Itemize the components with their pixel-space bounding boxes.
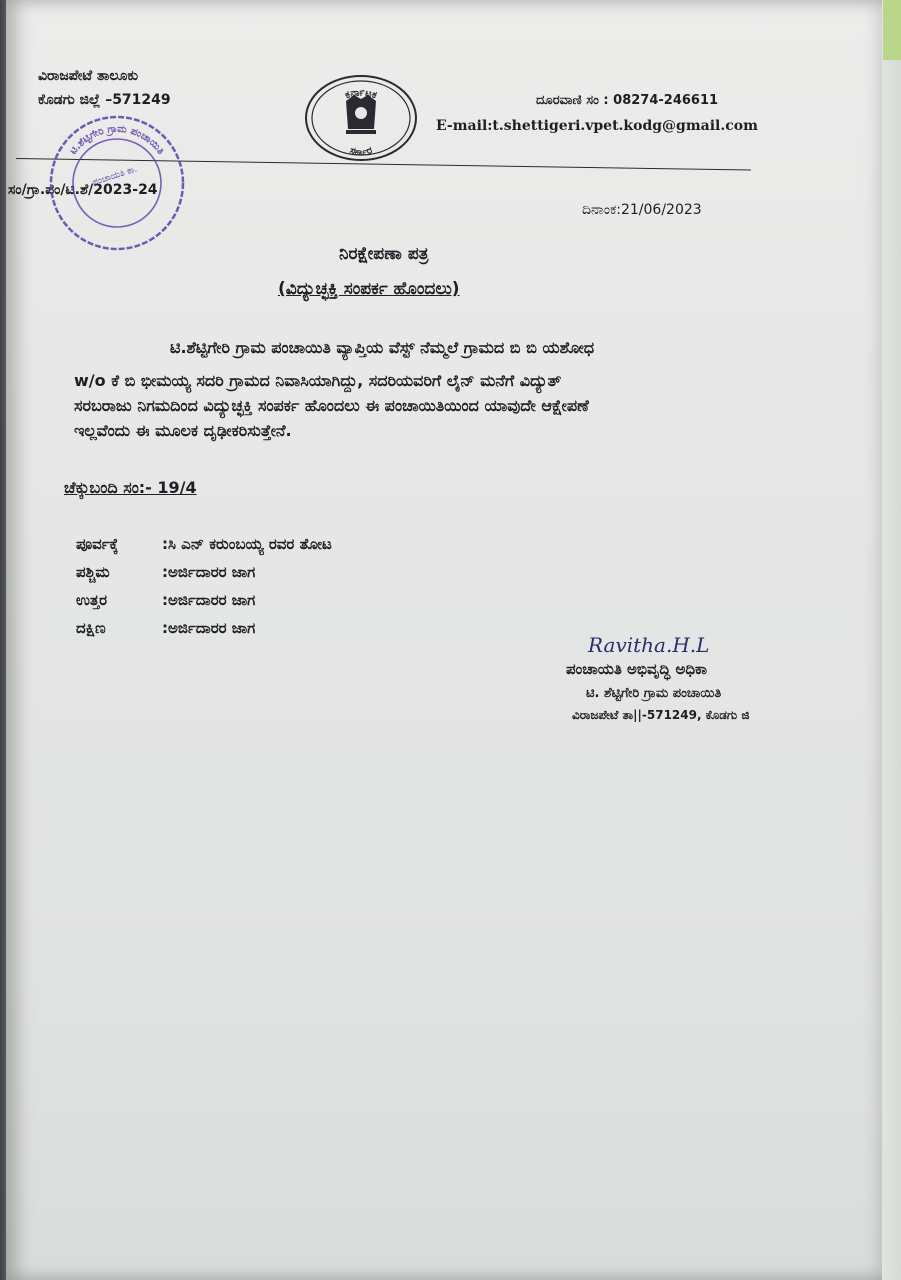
boundary-direction: ಪಶ್ಚಿಮ xyxy=(76,563,110,581)
boundary-direction: ಪೂರ್ವಕ್ಕೆ xyxy=(76,535,119,553)
boundary-value: :ಅರ್ಜಿದಾರರ ಜಾಗ xyxy=(162,619,256,637)
desk-object xyxy=(883,0,901,60)
svg-text:ಟಿ.ಶೆಟ್ಟಿಗೇರಿ ಗ್ರಾಮ ಪಂಚಾಯಿತಿ xyxy=(68,124,167,157)
letter-title: ನಿರಕ್ಷೇಪಣಾ ಪತ್ರ xyxy=(339,244,429,264)
office-seal-stamp xyxy=(46,112,188,254)
boundary-direction: ಉತ್ತರ xyxy=(76,591,108,609)
signatory-address: ವಿರಾಜಪೇಟೆ ತಾ||-571249, ಕೊಡಗು ಜಿ xyxy=(572,708,750,722)
emblem-bottom-text: ಸರ್ಕಾರ xyxy=(348,145,374,158)
body-line: ಸರಬರಾಜು ನಿಗಮದಿಂದ ವಿದ್ಯುಚ್ಛಕ್ತಿ ಸಂಪರ್ಕ ಹೊಂದಲು ಈ ಪಂಚಾಯಿತಿಯಿಂದ ಯಾವುದೇ ಆಕ್ಷೇಪಣೆ xyxy=(74,396,589,415)
boundary-row xyxy=(76,563,255,581)
body-line: w/o ಕೆ ಬಿ ಭೀಮಯ್ಯ ಸದರಿ ಗ್ರಾಮದ ನಿವಾಸಿಯಾಗಿದ್ದು, ಸದರಿಯವರಿಗೆ ಲೈನ್ ಮನೆಗೆ ವಿದ್ಯುತ್ xyxy=(74,371,562,390)
document-page xyxy=(6,0,882,1280)
header-district: ಕೊಡಗು ಜಿಲ್ಲೆ –571249 xyxy=(38,92,171,108)
header-taluk: ವಿರಾಜಪೇಟೆ ತಾಲೂಕು xyxy=(38,68,139,84)
boundary-value: :ಅರ್ಜಿದಾರರ ಜಾಗ xyxy=(162,591,256,609)
body-line: ಇಲ್ಲವೆಂದು ಈ ಮೂಲಕ ದೃಢೀಕರಿಸುತ್ತೇನೆ. xyxy=(74,421,292,440)
letter-subtitle: (ವಿದ್ಯುಚ್ಛಕ್ತಿ ಸಂಪರ್ಕ ಹೊಂದಲು) xyxy=(278,279,460,299)
reference-number: ಸಂ/ಗ್ರಾ.ಪಂ/ಟಿ.ಶೆ/2023-24 xyxy=(8,182,158,198)
handwritten-signature xyxy=(586,626,746,662)
boundary-value: :ಸಿ ಎನ್ ಕರುಂಬಯ್ಯ ರವರ ತೋಟ xyxy=(162,535,332,553)
seal-center-text: ಪಂಚಾಯತಿ ಕಾ. xyxy=(91,164,139,189)
signatory-designation: ಪಂಚಾಯತಿ ಅಭಿವೃದ್ಧಿ ಅಧಿಕಾ xyxy=(566,660,708,678)
signature-text: Ravitha.H.L xyxy=(588,633,710,657)
boundary-row xyxy=(76,535,332,553)
government-emblem-icon xyxy=(302,73,420,163)
boundary-direction: ದಕ್ಷಿಣ xyxy=(76,619,106,637)
letter-body xyxy=(74,335,798,443)
emblem-top-text: ಕರ್ನಾಟಕ xyxy=(343,87,379,102)
boundary-row xyxy=(76,591,255,609)
boundary-value: :ಅರ್ಜಿದಾರರ ಜಾಗ xyxy=(162,563,256,581)
boundary-row xyxy=(76,619,255,637)
body-line: ಟಿ.ಶೆಟ್ಟಿಗೇರಿ ಗ್ರಾಮ ಪಂಚಾಯಿತಿ ವ್ಯಾಪ್ತಿಯ ವೆಸ್ಟ್ ನೆಮ್ಮಲೆ ಗ್ರಾಮದ ಬಿ ಬಿ ಯಶೋಧ xyxy=(170,338,595,357)
signatory-office: ಟಿ. ಶೆಟ್ಟಿಗೇರಿ ಗ್ರಾಮ ಪಂಚಾಯಿತಿ xyxy=(586,686,722,701)
document-date: ದಿನಾಂಕ:21/06/2023 xyxy=(582,202,702,218)
header-email: E-mail:t.shettigeri.vpet.kodg@gmail.com xyxy=(436,118,758,134)
svg-text:ಸರ್ಕಾರ xyxy=(349,145,375,158)
survey-number: ಚೆಕ್ಕುಬಂದಿ ಸಂ:- 19/4 xyxy=(64,478,197,497)
header-phone: ದೂರವಾಣಿ ಸಂ : 08274-246611 xyxy=(536,93,719,108)
seal-ring-text: ಟಿ.ಶೆಟ್ಟಿಗೇರಿ ಗ್ರಾಮ ಪಂಚಾಯಿತಿ xyxy=(67,123,167,157)
